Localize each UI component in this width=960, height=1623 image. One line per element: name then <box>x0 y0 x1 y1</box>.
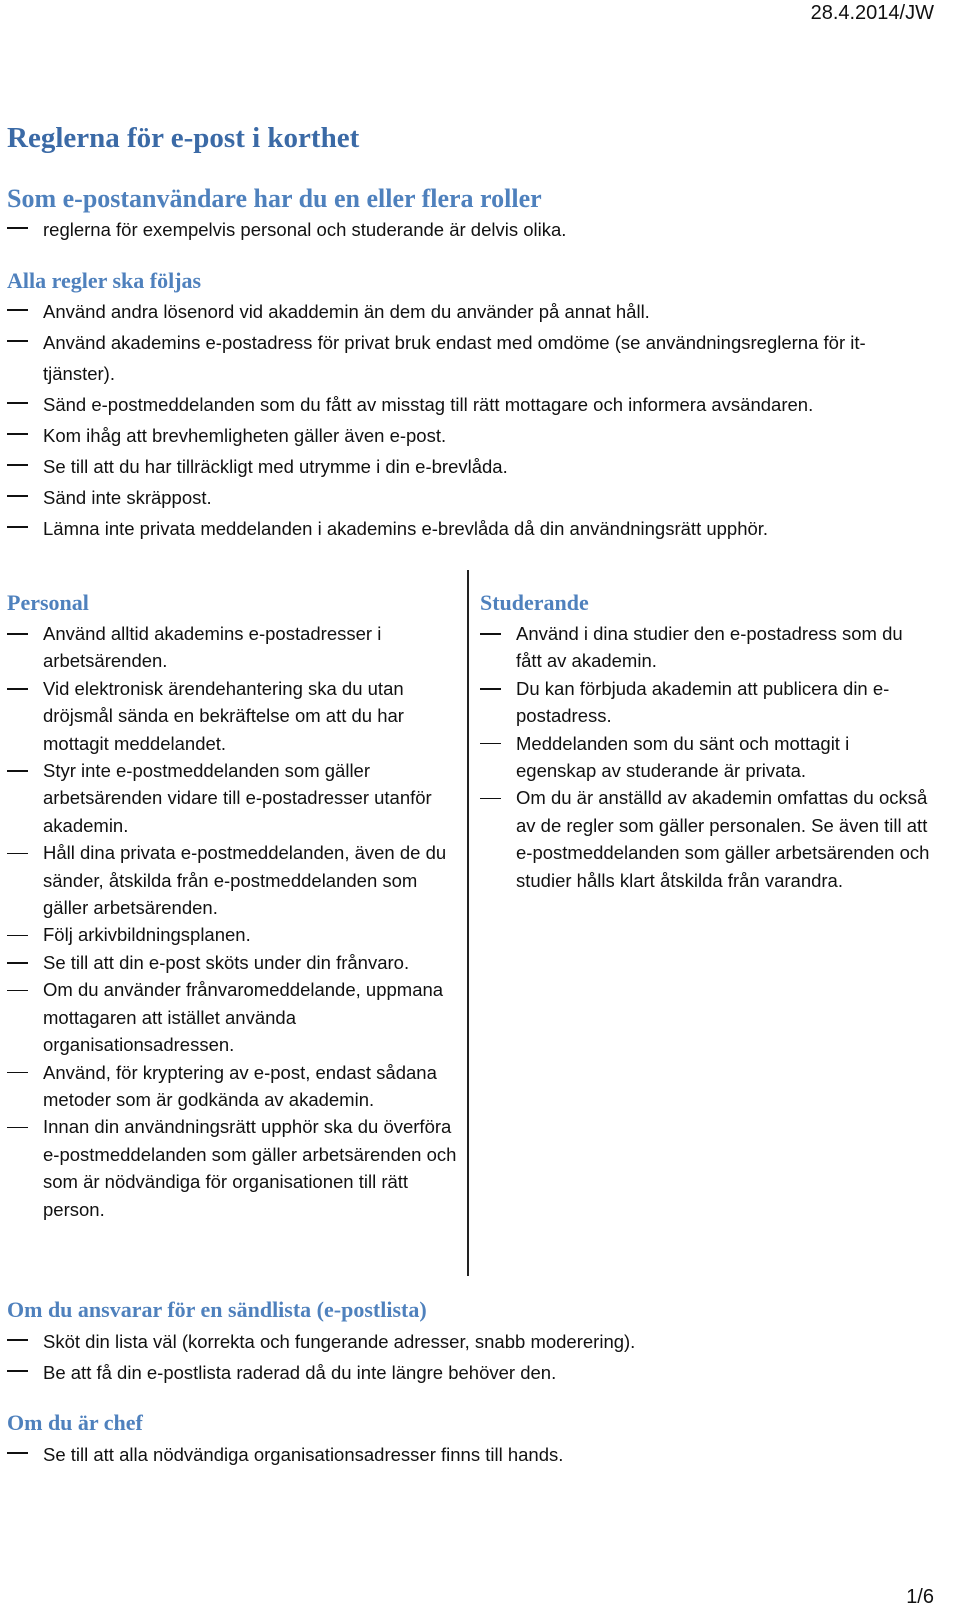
list-item: Vid elektronisk ärendehantering ska du utan dröjsmål sända en bekräftelse om att du har mottagit meddelandet. <box>7 675 457 757</box>
list-item: Se till att du har tillräckligt med utrymme i din e-brevlåda. <box>7 451 922 482</box>
list-item: Sänd inte skräppost. <box>7 482 922 513</box>
students-heading: Studerande <box>480 590 589 615</box>
all-rules-heading: Alla regler ska följas <box>7 268 202 293</box>
list-item: Se till att alla nödvändiga organisationsadresser finns till hands. <box>7 1439 922 1470</box>
list-item: Använd alltid akademins e-postadresser i arbetsärenden. <box>7 620 457 675</box>
list-item: Kom ihåg att brevhemligheten gäller även e-post. <box>7 420 922 451</box>
list-item: Använd akademins e-postadress för privat bruk endast med omdöme (se användningsreglerna för it-tjänster). <box>7 327 922 389</box>
mailing-list-list <box>7 1326 922 1388</box>
personal-list <box>7 620 457 1223</box>
list-item: Sköt din lista väl (korrekta och fungerande adresser, snabb moderering). <box>7 1326 922 1357</box>
column-divider <box>467 570 469 1276</box>
document-title: Reglerna för e-post i korthet <box>7 122 360 154</box>
list-item: Lämna inte privata meddelanden i akademins e-brevlåda då din användningsrätt upphör. <box>7 513 922 544</box>
list-item: Om du är anställd av akademin omfattas du också av de regler som gäller personalen. Se även till att e-postmeddelanden som gäller arbetsärenden och studier hålls klart åtskilda från varandra. <box>480 784 930 894</box>
list-item: Be att få din e-postlista raderad då du inte längre behöver den. <box>7 1357 922 1388</box>
list-item: reglerna för exempelvis personal och studerande är delvis olika. <box>7 214 927 245</box>
list-item: Håll dina privata e-postmeddelanden, även de du sänder, åtskilda från e-postmeddelanden som gäller arbetsärenden. <box>7 839 457 921</box>
page-number: 1/6 <box>906 1586 934 1608</box>
students-list <box>480 620 930 894</box>
list-item: Innan din användningsrätt upphör ska du överföra e-postmeddelanden som gäller arbetsärenden och som är nödvändiga för organisationen till rätt person. <box>7 1113 457 1223</box>
list-item: Använd, för kryptering av e-post, endast sådana metoder som är godkända av akademin. <box>7 1059 457 1114</box>
list-item: Följ arkivbildningsplanen. <box>7 921 457 948</box>
list-item: Använd andra lösenord vid akaddemin än dem du använder på annat håll. <box>7 296 922 327</box>
list-item: Se till att din e-post sköts under din frånvaro. <box>7 949 457 976</box>
list-item: Sänd e-postmeddelanden som du fått av misstag till rätt mottagare och informera avsändaren. <box>7 389 922 420</box>
list-item: Om du använder frånvaromeddelande, uppmana mottagaren att istället använda organisationsadressen. <box>7 976 457 1058</box>
manager-list <box>7 1439 922 1470</box>
list-item: Du kan förbjuda akademin att publicera din e-postadress. <box>480 675 930 730</box>
roles-heading: Som e-postanvändare har du en eller flera roller <box>7 184 542 213</box>
mailing-list-heading: Om du ansvarar för en sändlista (e-postlista) <box>7 1297 427 1322</box>
document-date: 28.4.2014/JW <box>810 2 934 24</box>
manager-heading: Om du är chef <box>7 1410 143 1435</box>
list-item: Använd i dina studier den e-postadress som du fått av akademin. <box>480 620 930 675</box>
list-item: Styr inte e-postmeddelanden som gäller arbetsärenden vidare till e-postadresser utanför akademin. <box>7 757 457 839</box>
roles-list <box>7 214 927 245</box>
personal-heading: Personal <box>7 590 89 615</box>
all-rules-list <box>7 296 922 544</box>
list-item: Meddelanden som du sänt och mottagit i egenskap av studerande är privata. <box>480 730 930 785</box>
